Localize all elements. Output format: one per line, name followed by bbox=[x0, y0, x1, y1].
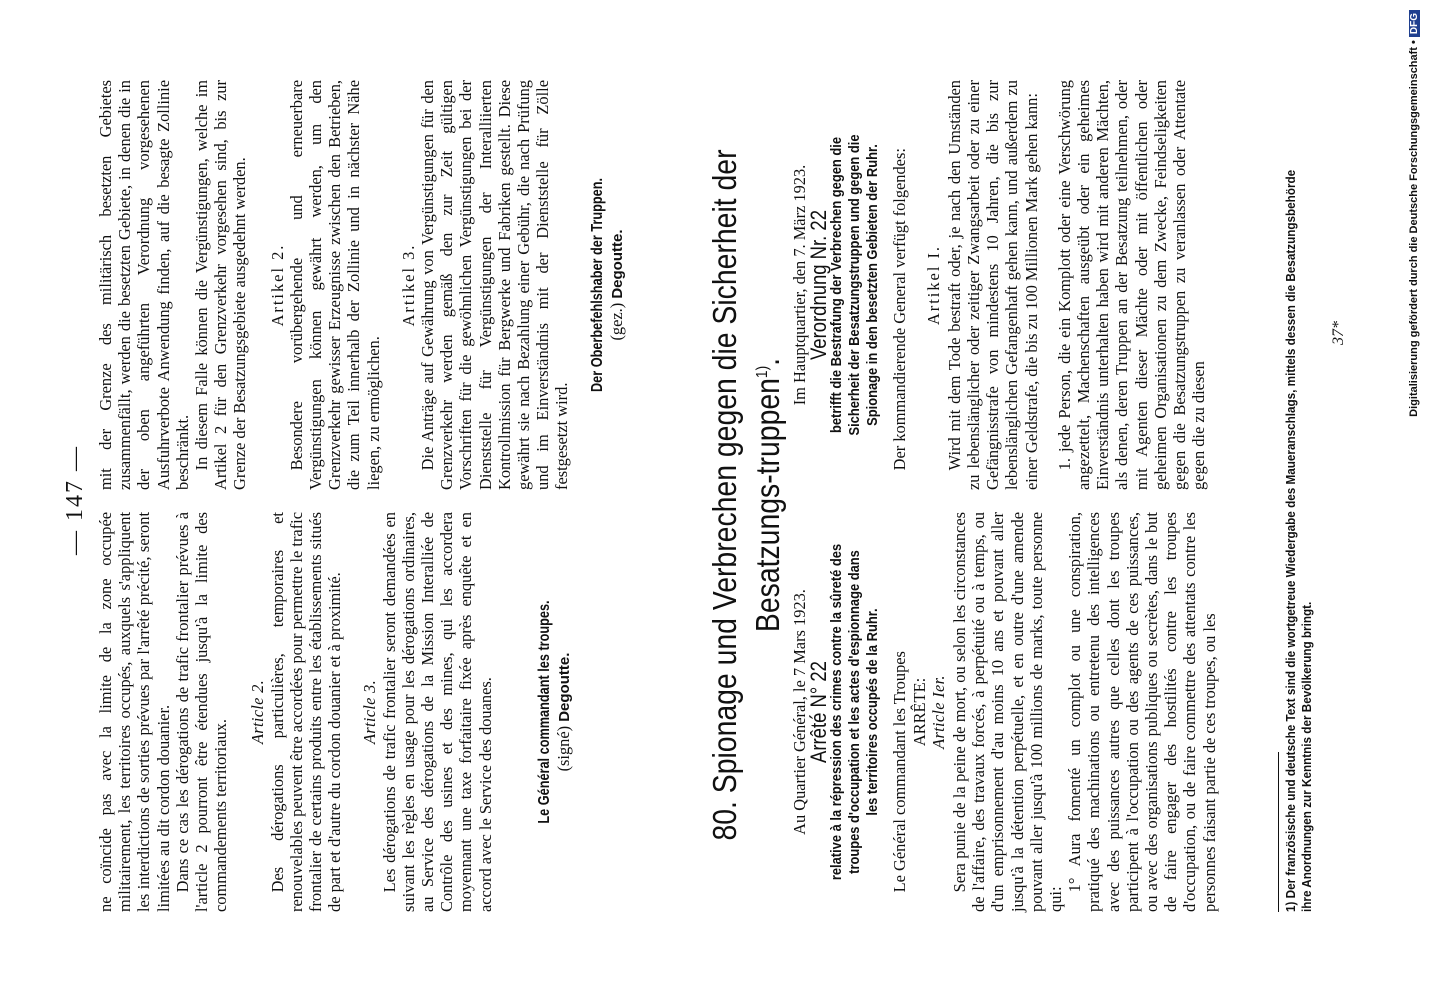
fr-signed-label: (signé) bbox=[554, 725, 574, 772]
fr-signature-name: Degoutte. bbox=[556, 652, 574, 722]
fr-arrete: ARRÊTE: bbox=[909, 677, 929, 747]
fr-article-2-heading: Article 2. bbox=[248, 680, 268, 744]
fr-article-2-text: Des dérogations particulières, temporaires et renouvelables peuvent être accordées pour permettre le trafic frontalier de certains produits entre les établissements situés de part et d'autre du cordon douanier et à proximité. bbox=[267, 512, 345, 912]
page-number: — 147 — bbox=[62, 445, 88, 555]
french-column-bottom bbox=[790, 512, 1219, 912]
de-order-title: Verordnung Nr. 22 bbox=[806, 210, 832, 361]
de-intro: Der kommandierende General verfügt folgendes: bbox=[890, 148, 910, 471]
de-place-date: Im Hauptquartier, den 7. März 1923. bbox=[790, 164, 809, 406]
digitization-credit bbox=[1408, 10, 1420, 970]
fr-article-3-heading: Article 3. bbox=[360, 680, 380, 744]
de-paragraph-1: mit der Grenze des militärisch besetzten Gebietes zusammenfällt, werden die besetzten Gebiete, in denen die in der oben angeführten Verordnung vorgesehenen Ausfuhrverbote Anwendung finden, auf die besagte Zollinie beschränkt. bbox=[96, 80, 192, 490]
de-article-3-heading: Artikel 3. bbox=[398, 243, 418, 327]
de-item-1: 1. jede Person, die ein Komplott oder eine Verschwörung angezettelt, Machenschaften ausgeübt oder ein geheimes Einverständnis unterhalten haben wird mit anderen Mächten, als denen, deren Truppen an der Besatzung teilnehmen, oder mit Agenten dieser Mächte oder mit öffentlichen oder geheimen Organisationen zu dem Zwecke, Feindseligkeiten gegen die Besatzungstruppen zu veranlassen oder Attentate gegen die zu diesen bbox=[1054, 80, 1209, 490]
de-paragraph-2: In diesem Falle können die Vergünstigungen, welche im Artikel 2 für den Grenzverkehr vorgesehen sind, bis zur Grenze der Besatzungsgebiete ausgedehnt werden. bbox=[192, 80, 250, 490]
footnote-rule bbox=[1278, 752, 1279, 912]
fr-paragraph-2: Dans ce cas les dérogations de trafic frontalier prévues à l'article 2 pourront être étendues jusqu'à la limite des commandements territoriaux. bbox=[172, 512, 231, 912]
de-article-1-heading: Artikel I. bbox=[923, 244, 943, 326]
fr-signature bbox=[554, 512, 574, 912]
de-order-subtitle: betrifft die Bestrafung der Verbrechen gegen die Sicherheit der Besatzungstruppen und gegen die Spionage in den besetzten Gebieten der Ruhr. bbox=[828, 134, 882, 436]
fr-signature-title: Le Général commandant les troupes. bbox=[535, 600, 553, 824]
de-signature-name: Degoutte. bbox=[608, 229, 626, 299]
de-article-1-text: Wird mit dem Tode bestraft oder, je nach den Umständen zu lebenslänglicher oder zeitiger Zwangsarbeit oder zu einer Gefängnisstrafe von mindestens 10 Jahren, die bis zur lebenslänglichen Gefangenhaft gehen kann, und außerdem zu einer Geldstrafe, die bis zu 100 Millionen Mark gehen kann: bbox=[944, 80, 1041, 490]
sheet-signature-mark: 37* bbox=[1330, 321, 1347, 345]
footnote: 1) Der französische und deutsche Text sind die wortgetreue Wiedergabe des Maueranschlags, mittels dessen die Besatzungsbehörde ihre Anordnungen zur Kenntnis der Bevölkerung bringt. bbox=[1283, 169, 1314, 912]
fr-article-1-heading: Article Ier. bbox=[928, 675, 948, 749]
fr-place-date: Au Quartier Général, le 7 Mars 1923. bbox=[790, 589, 809, 835]
fr-order-subtitle: relative à la répression des crimes contre la sûreté des troupes d'occupation et les actes d'espionnage dans les territoires occupés de la Ruhr. bbox=[828, 543, 882, 881]
digitization-credit-text: Digitalisierung gefördert durch die Deutsche Forschungsgemeinschaft • bbox=[1408, 40, 1420, 417]
de-article-2-heading: Artikel 2. bbox=[267, 243, 287, 327]
de-signature bbox=[607, 80, 627, 490]
fr-item-1: 1° Aura fomenté un complot ou une conspiration, pratiqué des machinations ou entretenu des intelligences avec des puissances autres que celles dont les troupes participent à l'occupation ou des agents de ces puissances, ou avec des organisations publiques ou secrètes, dans le but de faire engager des hostilités contre les troupes d'occupation, ou de faire commettre des attentats contre les personnes faisant partie de ces troupes, ou les bbox=[1065, 512, 1219, 912]
de-signature-title: Der Oberbefehlshaber der Truppen. bbox=[588, 178, 606, 393]
fr-order-title: Arrêté N° 22 bbox=[806, 661, 832, 763]
german-column-bottom bbox=[790, 80, 1208, 490]
french-column-top bbox=[96, 512, 574, 912]
fr-article-3-text: Les dérogations de trafic frontalier seront demandées en suivant les règles en usage pour les dérogations ordinaires, au Service des dérogations de la Mission Interalliée de Contrôle des usines et des mines, qui les accordera moyennant une taxe forfaitaire fixée après enquête et en accord avec le Service des douanes. bbox=[379, 512, 495, 912]
de-article-2-text: Besondere vorübergehende und erneuerbare Vergünstigungen können gewährt werden, um den Grenzverkehr gewisser Erzeugnisse zwischen den Betrieben, die zum Teil innerhalb der Zollinie und in nächster Nähe liegen, zu ermöglichen. bbox=[286, 80, 383, 490]
section-title-footnote-ref: 1) bbox=[754, 365, 771, 379]
de-article-3-text: Die Anträge auf Gewährung von Vergünstigungen für den Grenzverkehr werden gemäß den zur Zeit gültigen Vorschriften für die gewöhnlichen Vergünstigungen bei der Dienststelle für Vergünstigungen der Interalliierten Kontrollmission für Bergwerke und Fabriken gestellt. Diese gewährt sie nach Bezahlung einer Gebühr, die nach Prüfung und im Einverständnis mit der Dienststelle für Zölle festgesetzt wird. bbox=[418, 80, 572, 490]
section-title: 80. Spionage und Verbrechen gegen die Sicherheit der Besatzungs-truppen$^{1)}$. bbox=[706, 149, 786, 841]
dfg-logo: DFG bbox=[1409, 10, 1420, 37]
fr-intro: Le Général commandant les Troupes bbox=[890, 651, 910, 893]
fr-paragraph-1: ne coïncide pas avec la limite de la zone occupée militairement, les territoires occupés, auxquels s'appliquent les interdictions de sorties prévues par l'arrêté précité, seront limitées au dit cordon douanier. bbox=[96, 512, 173, 912]
fr-article-1-text: Sera punie de la peine de mort, ou selon les circonstances de l'affaire, des travaux forcés, à perpétuité ou à temps, ou d'un emprisonnement d'au moins 10 ans et pouvant aller jusqu'à la détention perpétuelle, et en outre d'une amende pouvant aller jusqu'à 100 millions de marks, toute personne qui: bbox=[950, 512, 1066, 912]
german-column-top bbox=[96, 80, 627, 490]
de-signed-label: (gez.) bbox=[606, 302, 626, 341]
